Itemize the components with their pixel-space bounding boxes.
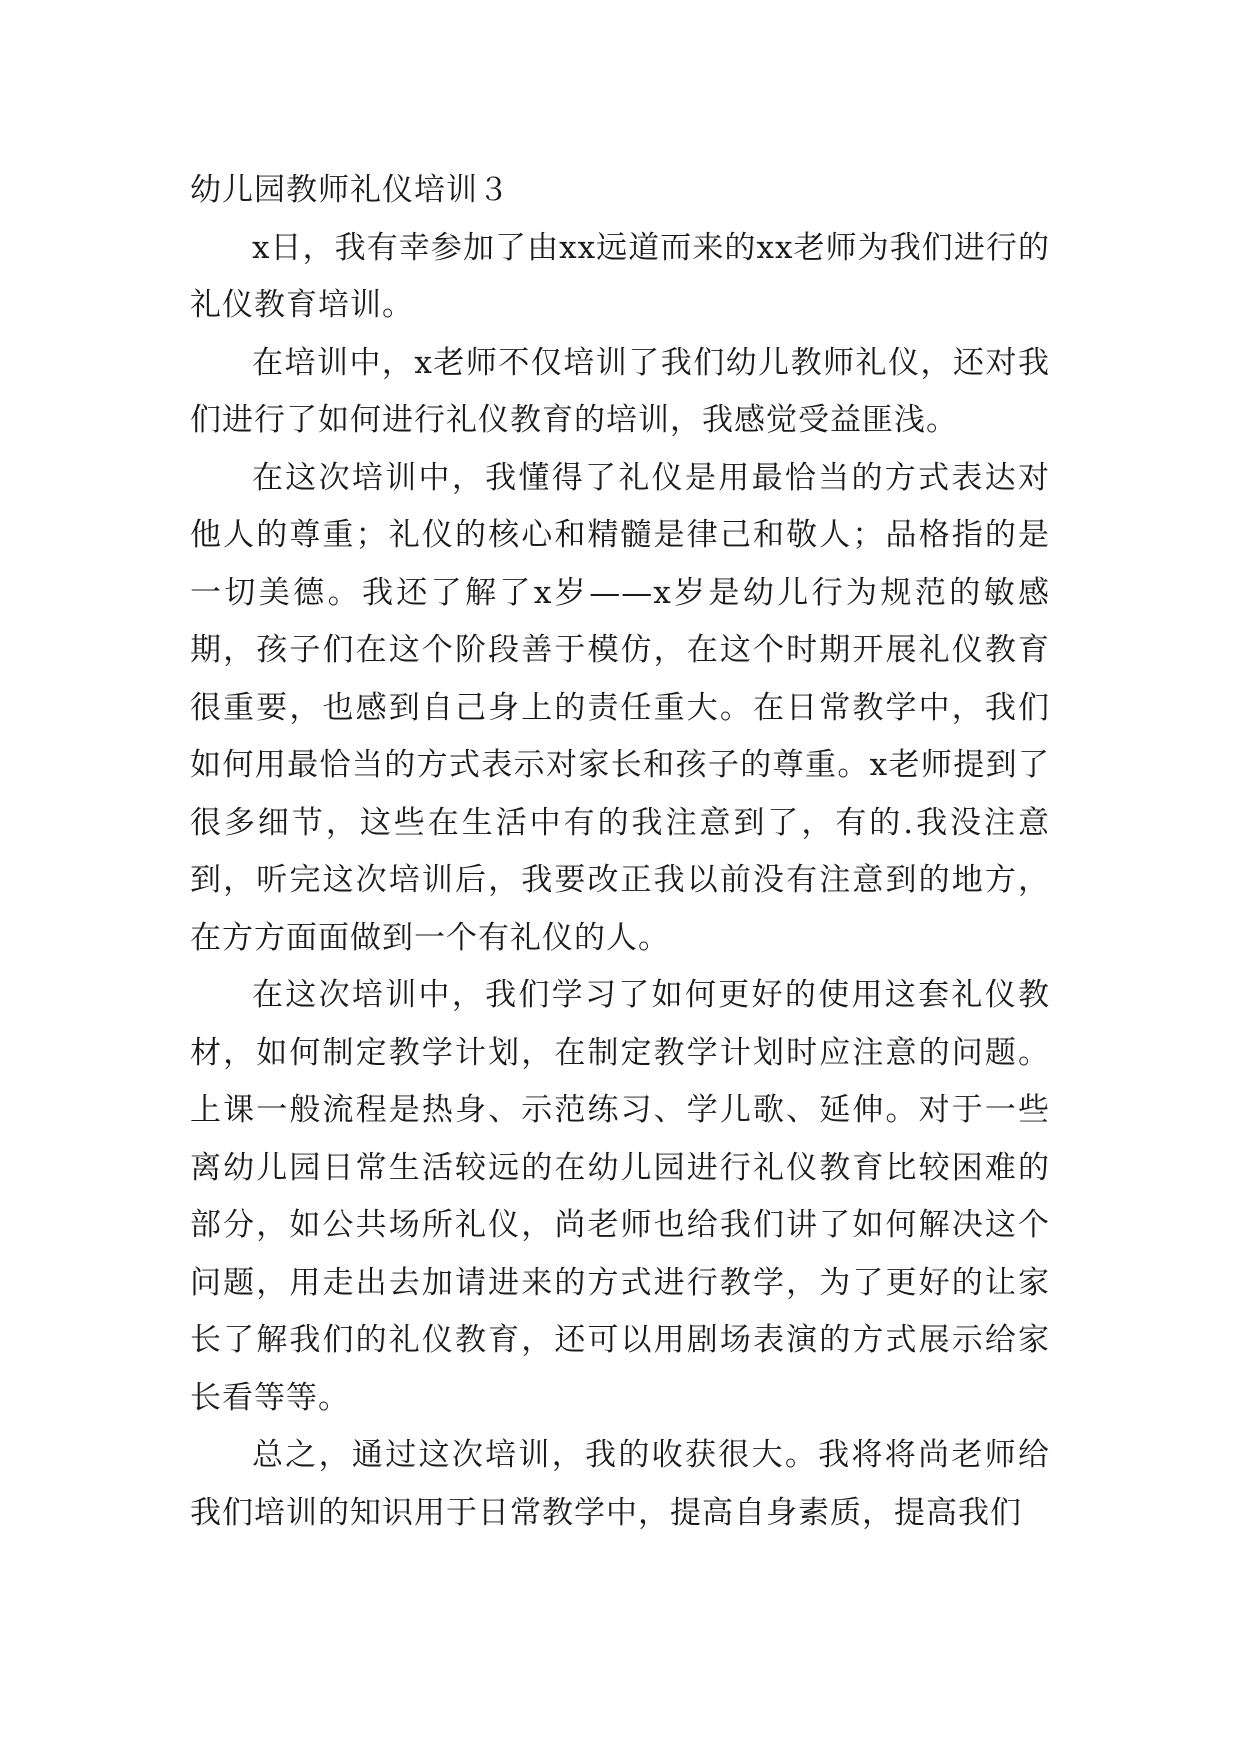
document-title: 幼儿园教师礼仪培训３ xyxy=(190,172,510,208)
document-body xyxy=(190,162,1050,1542)
paragraph-1: x日，我有幸参加了由xx远道而来的xx老师为我们进行的礼仪教育培训。 xyxy=(190,229,1050,323)
paragraph-3: 在这次培训中，我懂得了礼仪是用最恰当的方式表达对他人的尊重；礼仪的核心和精髓是律己和敬人；品格指的是一切美德。我还了解了x岁——x岁是幼儿行为规范的敏感期，孩子们在这个阶段善于模仿，在这个时期开展礼仪教育很重要，也感到自己身上的责任重大。在日常教学中，我们如何用最恰当的方式表示对家长和孩子的尊重。x老师提到了很多细节，这些在生活中有的我注意到了，有的.我没注意到，听完这次培训后，我要改正我以前没有注意到的地方，在方方面面做到一个有礼仪的人。 xyxy=(190,459,1050,956)
paragraph-2: 在培训中，x老师不仅培训了我们幼儿教师礼仪，还对我们进行了如何进行礼仪教育的培训，我感觉受益匪浅。 xyxy=(190,344,1050,438)
paragraph-5: 总之，通过这次培训，我的收获很大。我将将尚老师给我们培训的知识用于日常教学中，提高自身素质，提高我们 xyxy=(190,1437,1050,1531)
paragraph-4: 在这次培训中，我们学习了如何更好的使用这套礼仪教材，如何制定教学计划，在制定教学计划时应注意的问题。上课一般流程是热身、示范练习、学儿歌、延伸。对于一些离幼儿园日常生活较远的在幼儿园进行礼仪教育比较困难的部分，如公共场所礼仪，尚老师也给我们讲了如何解决这个问题，用走出去加请进来的方式进行教学，为了更好的让家长了解我们的礼仪教育，还可以用剧场表演的方式展示给家长看等等。 xyxy=(190,977,1050,1416)
